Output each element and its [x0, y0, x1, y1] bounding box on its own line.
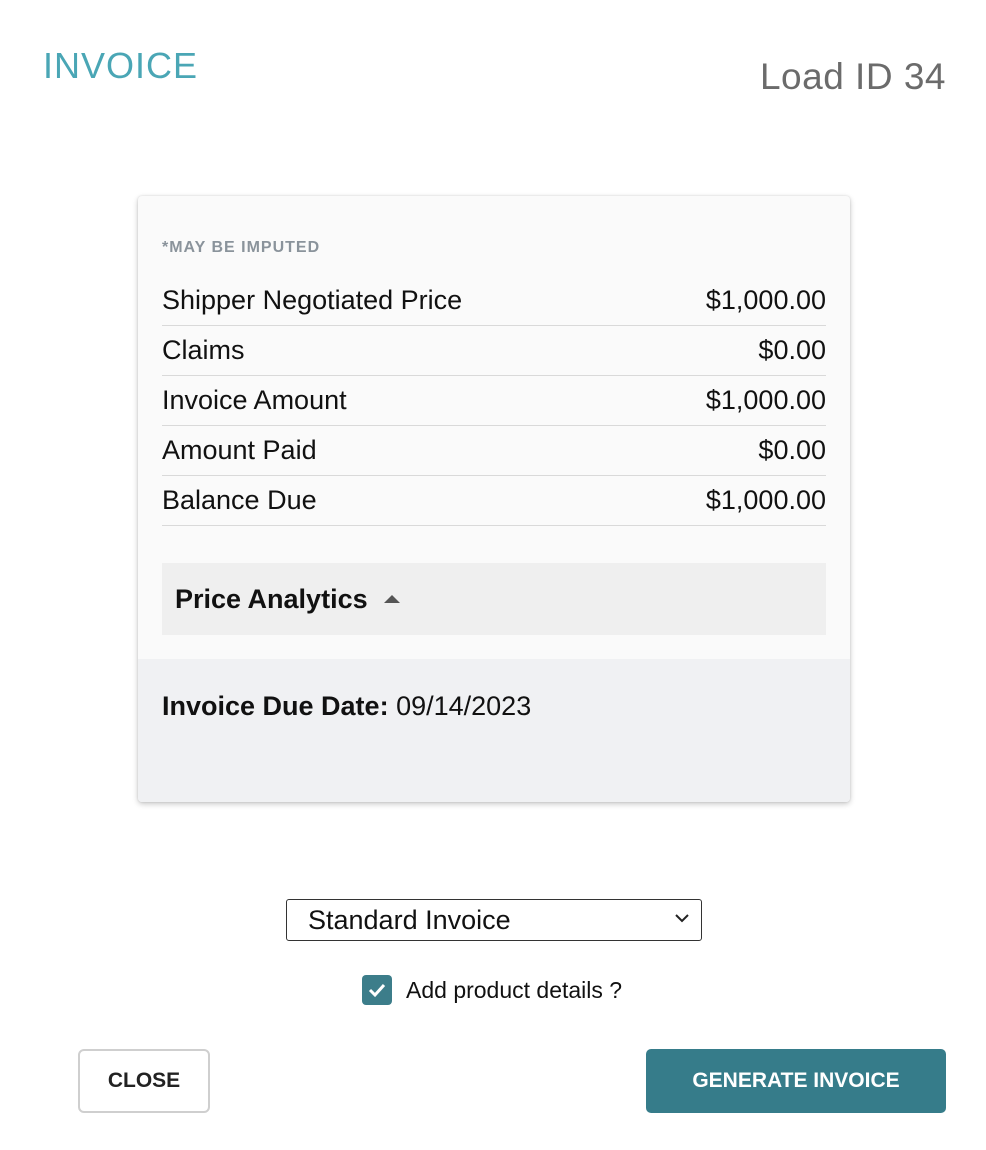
chevron-down-icon	[675, 911, 689, 925]
row-label: Invoice Amount	[162, 385, 347, 415]
summary-rows	[162, 276, 826, 526]
invoice-summary-card	[138, 196, 850, 802]
close-button[interactable]: CLOSE	[78, 1049, 210, 1113]
row-value: $1,000.00	[705, 385, 826, 415]
row-label: Balance Due	[162, 485, 317, 515]
row-value: $1,000.00	[705, 285, 826, 315]
generate-invoice-button[interactable]: GENERATE INVOICE	[646, 1049, 946, 1113]
invoice-type-value: Standard Invoice	[308, 904, 511, 935]
row-label: Amount Paid	[162, 435, 317, 465]
summary-row-shipper-negotiated-price	[162, 276, 826, 326]
summary-row-amount-paid	[162, 426, 826, 476]
product-details-option	[362, 975, 622, 1005]
row-label: Claims	[162, 335, 245, 365]
due-date-label: Invoice Due Date:	[162, 691, 389, 721]
summary-row-invoice-amount	[162, 376, 826, 426]
row-value: $0.00	[758, 435, 826, 465]
page-title: INVOICE	[43, 45, 199, 86]
product-details-checkbox[interactable]	[362, 975, 392, 1005]
caret-up-icon	[384, 595, 400, 603]
load-id: Load ID 34	[759, 56, 946, 97]
summary-row-claims	[162, 326, 826, 376]
invoice-type-select[interactable]	[286, 899, 702, 941]
row-value: $1,000.00	[705, 485, 826, 515]
check-icon	[367, 980, 387, 1000]
row-label: Shipper Negotiated Price	[162, 285, 463, 315]
due-date-line	[162, 691, 531, 722]
imputed-note: *MAY BE IMPUTED	[162, 239, 321, 256]
product-details-label: Add product details ?	[406, 976, 623, 1003]
price-analytics-toggle[interactable]	[162, 563, 826, 635]
due-date-value: 09/14/2023	[396, 691, 532, 721]
price-analytics-label: Price Analytics	[175, 583, 368, 614]
due-date-section	[138, 659, 850, 802]
row-value: $0.00	[758, 335, 826, 365]
summary-row-balance-due	[162, 476, 826, 526]
